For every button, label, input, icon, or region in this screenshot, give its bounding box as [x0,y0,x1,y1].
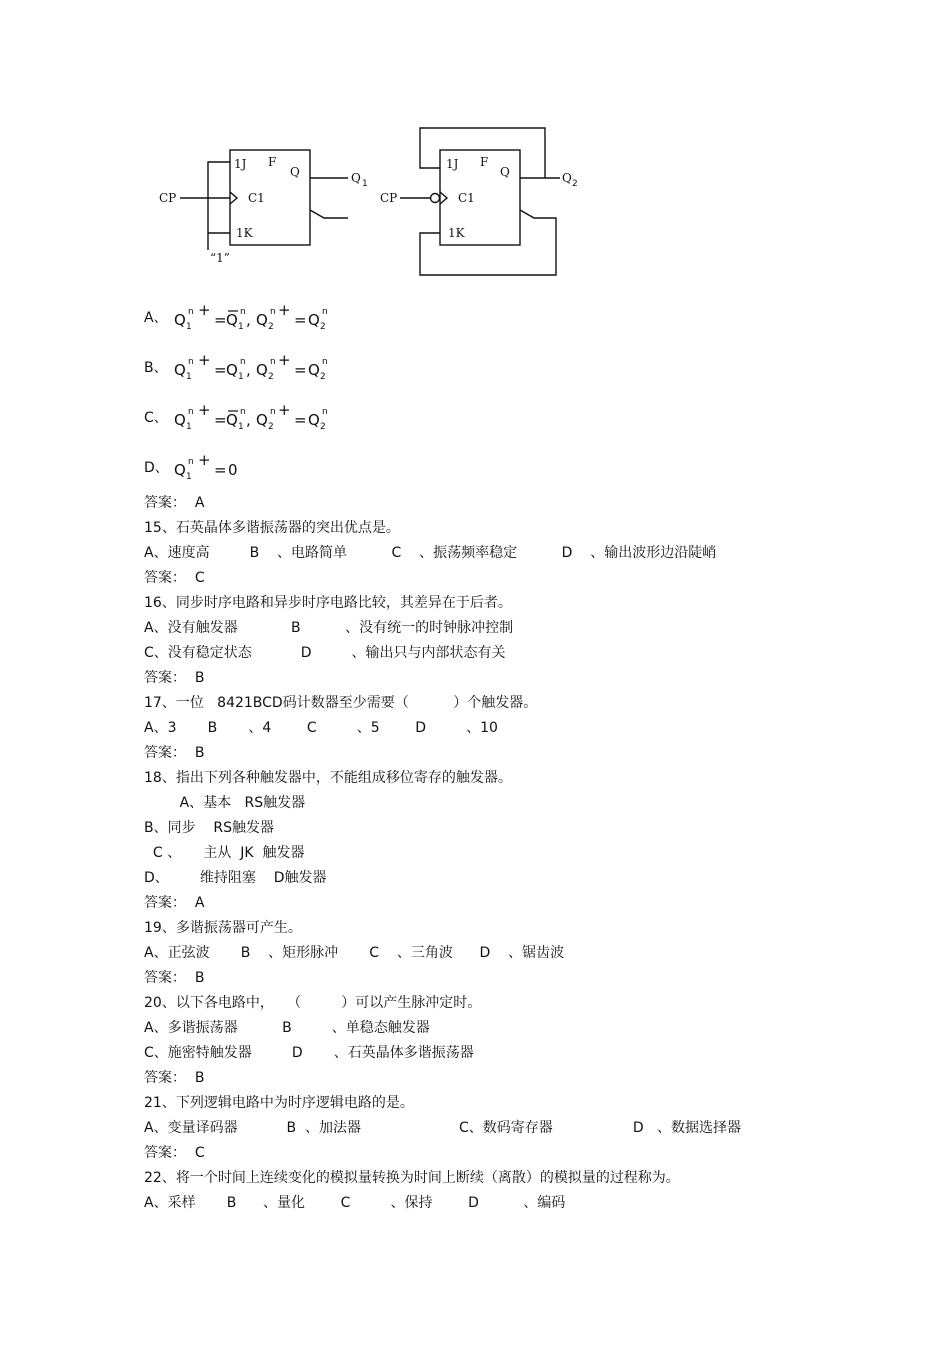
svg-text:=: = [294,311,308,329]
svg-text:n: n [240,407,247,417]
question-16: 16、同步时序电路和异步时序电路比较，其差异在于后者。 [144,595,512,611]
svg-text:2: 2 [268,322,275,331]
question-20-options-ab: A、多谐振荡器 B 、单稳态触发器 [144,1020,430,1036]
svg-text:+: + [198,305,212,319]
option-b [144,355,374,381]
svg-text:1: 1 [186,322,193,331]
left-q-label: Q [290,165,300,179]
svg-text:1: 1 [186,422,193,431]
svg-text:n: n [188,307,195,317]
svg-text:2: 2 [268,422,275,431]
svg-text:+: + [278,355,292,369]
flip-flop-circuit-figure [150,120,590,285]
question-16-options-cd: C、没有稳定状态 D 、输出只与内部状态有关 [144,645,506,661]
answer-line: 答案： B [144,970,205,986]
question-18-option-d: D、 维持阻塞 D触发器 [144,870,327,886]
svg-text:=: = [294,361,308,379]
question-18: 18、指出下列各种触发器中，不能组成移位寄存的触发器。 [144,770,512,786]
option-d-formula [174,455,374,481]
svg-text:Q: Q [174,461,187,479]
right-f-label: F [480,155,489,169]
left-out-subscript: 1 [362,179,368,189]
left-f-label: F [268,155,277,169]
left-k-label: 1K [236,226,253,240]
svg-text:,: , [246,311,252,329]
svg-text:=: = [214,411,228,429]
question-22: 22、将一个时间上连续变化的模拟量转换为时间上断续（离散）的模拟量的过程称为。 [144,1170,680,1186]
svg-text:+: + [278,305,292,319]
svg-text:Q: Q [174,411,187,429]
svg-text:Q: Q [174,311,187,329]
option-label: A、 [144,310,168,326]
question-20: 20、以下各电路中， （ ）可以产生脉冲定时。 [144,995,482,1011]
right-j-label: 1J [446,157,459,171]
svg-text:,: , [246,361,252,379]
question-20-options-cd: C、施密特触发器 D 、石英晶体多谐振荡器 [144,1045,474,1061]
question-21: 21、下列逻辑电路中为时序逻辑电路的是。 [144,1095,414,1111]
question-17-options: A、3 B 、4 C 、5 D 、10 [144,720,498,736]
right-k-label: 1K [448,226,465,240]
answer-line: 答案： C [144,1145,205,1161]
svg-text:2: 2 [268,372,275,381]
option-label: D、 [144,460,169,476]
svg-text:Q: Q [226,411,239,429]
answer-line: 答案： B [144,1070,205,1086]
svg-text:2: 2 [320,322,327,331]
svg-text:Q: Q [256,411,269,429]
svg-text:Q: Q [226,311,239,329]
svg-text:2: 2 [320,422,327,431]
question-21-options: A、变量译码器 B 、加法器 C、数码寄存器 D 、数据选择器 [144,1120,741,1136]
option-label: C、 [144,410,168,426]
left-out-label: Q [351,171,361,185]
svg-text:Q: Q [308,411,321,429]
svg-text:Q: Q [308,311,321,329]
svg-text:+: + [198,405,212,419]
answer-line: 答案： A [144,895,205,911]
option-a [144,305,374,331]
question-18-option-c: C 、 主从 JK 触发器 [144,845,305,861]
answer-line: 答案： B [144,670,205,686]
option-c-formula [174,405,374,431]
right-c1-label: C1 [458,191,475,205]
svg-text:Q: Q [226,361,239,379]
right-out-subscript: 2 [572,179,578,189]
svg-text:n: n [188,357,195,367]
svg-text:+: + [198,455,212,469]
question-18-option-a: A、基本 RS触发器 [144,795,306,811]
svg-text:+: + [278,405,292,419]
svg-text:1: 1 [238,322,245,331]
svg-text:=: = [214,311,228,329]
right-out-label: Q [562,171,572,185]
constant-one-label: “1” [210,251,230,265]
svg-text:1: 1 [186,372,193,381]
svg-text:1: 1 [186,472,193,481]
svg-text:n: n [240,357,247,367]
svg-text:n: n [188,457,195,467]
svg-text:n: n [240,307,247,317]
svg-text:1: 1 [238,422,245,431]
svg-text:Q: Q [256,311,269,329]
left-c1-label: C1 [248,191,265,205]
question-17: 17、一位 8421BCD码计数器至少需要（ ）个触发器。 [144,695,538,711]
svg-text:2: 2 [320,372,327,381]
svg-text:n: n [270,357,277,367]
svg-text:0: 0 [228,461,238,479]
question-18-option-b: B、同步 RS触发器 [144,820,275,836]
question-22-options: A、采样 B 、量化 C 、保持 D 、编码 [144,1195,566,1211]
question-16-options-ab: A、没有触发器 B 、没有统一的时钟脉冲控制 [144,620,514,636]
question-15: 15、石英晶体多谐振荡器的突出优点是。 [144,520,400,536]
right-cp-label: CP [380,191,398,205]
svg-text:n: n [322,407,329,417]
option-c [144,405,374,431]
svg-text:Q: Q [256,361,269,379]
svg-text:,: , [246,411,252,429]
svg-text:n: n [322,307,329,317]
svg-text:=: = [214,361,228,379]
right-q-label: Q [500,165,510,179]
svg-text:n: n [270,407,277,417]
svg-text:n: n [270,307,277,317]
svg-text:n: n [322,357,329,367]
question-15-options: A、速度高 B 、电路简单 C 、振荡频率稳定 D 、输出波形边沿陡峭 [144,545,717,561]
answer-line: 答案： B [144,745,205,761]
left-cp-label: CP [159,191,177,205]
svg-text:=: = [214,461,228,479]
option-label: B、 [144,360,168,376]
option-d [144,455,374,481]
svg-text:n: n [188,407,195,417]
answer-line: 答案： A [144,495,205,511]
answer-line: 答案： C [144,570,205,586]
option-a-formula [174,305,374,331]
question-19-options: A、正弦波 B 、矩形脉冲 C 、三角波 D 、锯齿波 [144,945,565,961]
left-j-label: 1J [234,157,247,171]
svg-text:Q: Q [308,361,321,379]
svg-text:Q: Q [174,361,187,379]
svg-text:=: = [294,411,308,429]
question-19: 19、多谐振荡器可产生。 [144,920,302,936]
svg-text:1: 1 [238,372,245,381]
option-b-formula [174,355,374,381]
svg-text:+: + [198,355,212,369]
